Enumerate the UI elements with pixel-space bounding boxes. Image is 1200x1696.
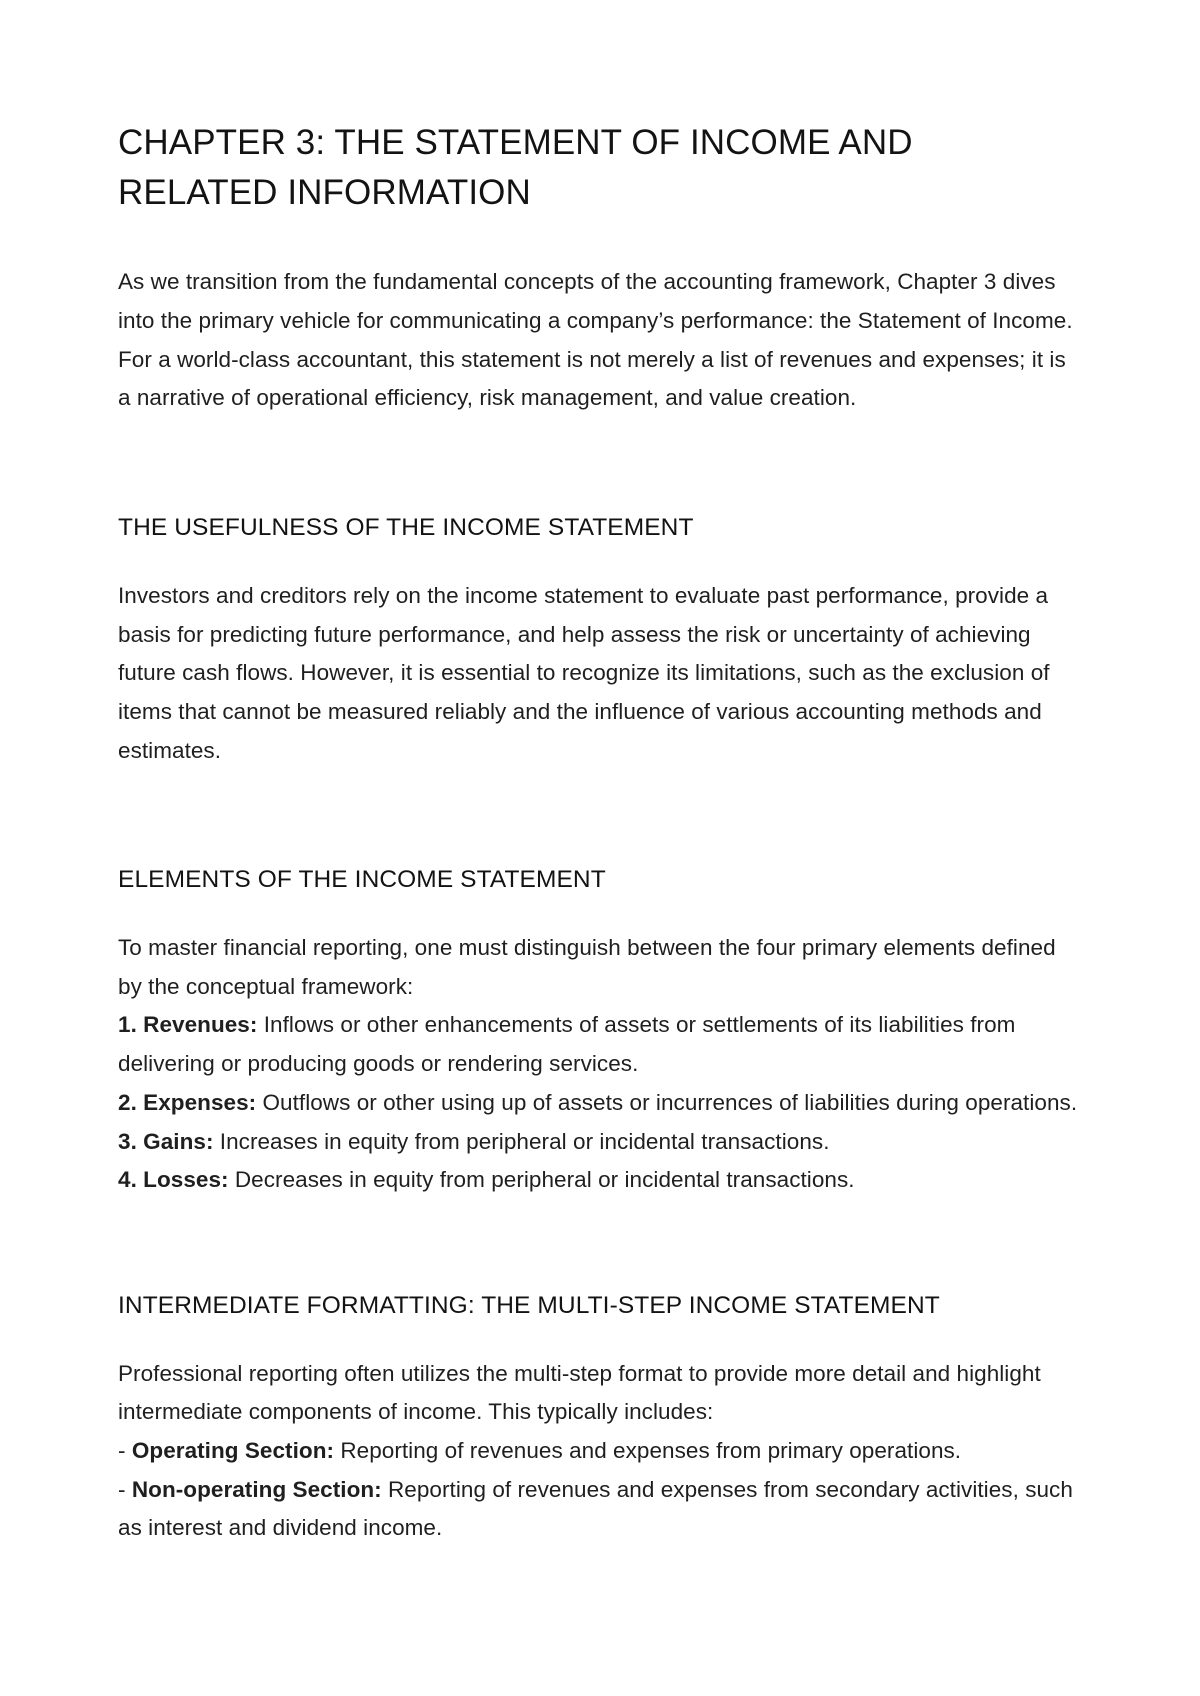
list-item <box>118 1084 1082 1123</box>
list-item-text: Reporting of revenues and expenses from primary operations. <box>334 1438 962 1463</box>
list-item <box>118 1006 1082 1083</box>
section-heading-multistep: INTERMEDIATE FORMATTING: THE MULTI-STEP INCOME STATEMENT <box>118 1291 940 1319</box>
page-title: CHAPTER 3: THE STATEMENT OF INCOME AND RELATED INFORMATION <box>118 123 913 212</box>
list-item-bullet: - <box>118 1476 132 1502</box>
list-item-label: 2. Expenses: <box>118 1089 257 1115</box>
list-item-label: 4. Losses: <box>118 1167 229 1193</box>
section-paragraph-usefulness: Investors and creditors rely on the income statement to evaluate past performance, provide a basis for predicting future performance, and help assess the risk or uncertainty of achieving future cash flows. However, it is essential to recognize its limitations, such as the exclusion of items that cannot be measured reliably and the influence of various accounting methods and estimates. <box>118 582 1050 763</box>
list-item <box>118 1161 1082 1200</box>
list-item-text: Inflows or other enhancements of assets or settlements of its liabilities from delivering or producing goods or rendering services. <box>118 1012 1016 1077</box>
multistep-list <box>118 1432 1082 1548</box>
list-item-text: Outflows or other using up of assets or incurrences of liabilities during operations. <box>256 1089 1078 1115</box>
list-item-text: Increases in equity from peripheral or incidental transactions. <box>213 1128 830 1154</box>
list-item-label: Non-operating Section: <box>131 1476 382 1502</box>
elements-list <box>118 1006 1082 1199</box>
list-item <box>118 1432 1082 1471</box>
spacer <box>118 418 1082 510</box>
section-paragraph-elements: To master financial reporting, one must distinguish between the four primary elements defined by the conceptual framework: <box>118 935 1056 999</box>
spacer <box>118 770 1082 862</box>
spacer <box>118 1200 1082 1288</box>
list-item <box>118 1471 1082 1548</box>
section-heading-elements: ELEMENTS OF THE INCOME STATEMENT <box>118 866 606 894</box>
list-item-text: Decreases in equity from peripheral or incidental transactions. <box>228 1167 855 1193</box>
section-heading-usefulness: THE USEFULNESS OF THE INCOME STATEMENT <box>118 514 694 542</box>
list-item <box>118 1123 1082 1162</box>
list-item-label: Operating Section: <box>131 1438 335 1463</box>
list-item-bullet: - <box>118 1438 132 1463</box>
list-item-text: Reporting of revenues and expenses from secondary activities, such as interest and dividend income. <box>118 1476 1073 1541</box>
intro-paragraph: As we transition from the fundamental concepts of the accounting framework, Chapter 3 dives into the primary vehicle for communicating a company’s performance: the Statement of Income. For a world-class accountant, this statement is not merely a list of revenues and expenses; it is a narrative of operational efficiency, risk management, and value creation. <box>118 269 1073 411</box>
list-item-label: 3. Gains: <box>118 1128 214 1154</box>
section-paragraph-multistep: Professional reporting often utilizes the multi-step format to provide more detail and highlight intermediate components of income. This typically includes: <box>118 1360 1041 1425</box>
list-item-label: 1. Revenues: <box>118 1012 258 1038</box>
